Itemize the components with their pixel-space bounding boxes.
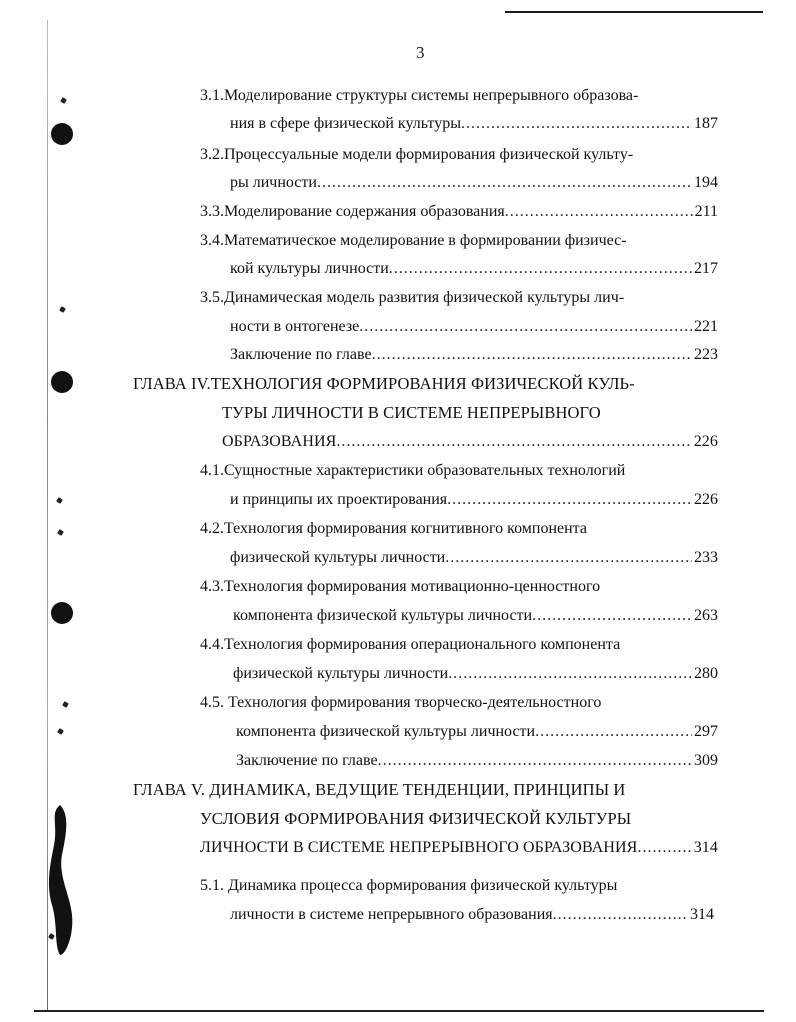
toc-page-number: 233	[694, 549, 718, 566]
toc-entry-title: Заключение по главе	[236, 752, 378, 769]
scan-speck	[56, 497, 63, 504]
toc-line: 3.1.Моделирование структуры системы непрерывного образова-	[200, 87, 639, 104]
toc-entry-title: физической культуры личности	[230, 549, 446, 566]
toc-page-number: 314	[693, 839, 718, 856]
toc-page-number: 223	[694, 346, 718, 363]
toc-entry	[230, 114, 718, 134]
ink-blot-icon	[40, 805, 80, 955]
toc-chapter-line: ТУРЫ ЛИЧНОСТИ В СИСТЕМЕ НЕПРЕРЫВНОГО	[222, 403, 601, 422]
toc-leader-dots	[532, 606, 692, 626]
toc-leader-dots	[461, 114, 692, 134]
toc-line: 4.4.Технология формирования операционального компонента	[200, 636, 621, 653]
toc-page-number: 217	[694, 260, 718, 277]
toc-entry-title: ности в онтогенезе	[230, 318, 360, 335]
toc-page-number: 314	[690, 906, 714, 923]
toc-entry	[233, 606, 718, 626]
punch-hole-icon	[51, 602, 73, 624]
toc-line: 4.2.Технология формирования когнитивного компонента	[200, 520, 587, 537]
toc-entry	[230, 173, 718, 193]
toc-page-number: 194	[694, 174, 718, 191]
toc-page-number: 280	[694, 665, 718, 682]
toc-entry-title: Заключение по главе	[230, 346, 372, 363]
toc-page-number: 226	[694, 491, 718, 508]
toc-page-number: 297	[694, 723, 718, 740]
toc-chapter-line: ГЛАВА V. ДИНАМИКА, ВЕДУЩИЕ ТЕНДЕНЦИИ, ПРИНЦИПЫ И	[133, 780, 626, 799]
scan-speck	[60, 97, 67, 104]
scan-speck	[59, 306, 66, 313]
scan-speck	[57, 728, 64, 735]
toc-leader-dots	[445, 548, 692, 568]
toc-page-number: 309	[694, 752, 718, 769]
toc-entry-title: физической культуры личности	[233, 665, 449, 682]
toc-line: 4.3.Технология формирования мотивационно-ценностного	[200, 578, 601, 595]
toc-leader-dots	[637, 838, 691, 858]
toc-page-number: 263	[694, 607, 718, 624]
toc-leader-dots	[535, 722, 692, 742]
toc-entry-title: и принципы их проектирования	[230, 491, 448, 508]
toc-entry	[233, 664, 718, 684]
toc-entry	[230, 317, 718, 337]
toc-entry-title: ния в сфере физической культуры	[230, 115, 461, 132]
toc-page-number: 221	[694, 318, 718, 335]
toc-entry-title: ОБРАЗОВАНИЯ	[222, 433, 337, 450]
toc-entry	[200, 202, 718, 222]
toc-page-number: 226	[693, 433, 718, 450]
toc-leader-dots	[336, 432, 691, 452]
page-number: 3	[416, 43, 425, 62]
scan-speck	[62, 701, 69, 708]
toc-chapter-entry	[222, 432, 718, 452]
toc-line: 4.5. Технология формирования творческо-деятельностного	[200, 694, 602, 711]
toc-line: 3.2.Процессуальные модели формирования физической культу-	[200, 146, 634, 163]
scan-top-rule	[505, 11, 763, 13]
toc-chapter-line: ГЛАВА IV.ТЕХНОЛОГИЯ ФОРМИРОВАНИЯ ФИЗИЧЕСКОЙ КУЛЬ-	[133, 374, 635, 393]
scan-speck	[57, 529, 64, 536]
toc-leader-dots	[372, 345, 692, 365]
toc-leader-dots	[553, 905, 688, 925]
toc-leader-dots	[447, 490, 692, 510]
toc-entry	[236, 722, 718, 742]
toc-leader-dots	[389, 259, 692, 279]
toc-entry	[230, 490, 718, 510]
toc-chapter-entry	[200, 838, 718, 858]
toc-line: 3.5.Динамическая модель развития физической культуры лич-	[200, 289, 625, 306]
toc-leader-dots	[359, 317, 692, 337]
toc-entry-title: ры личности	[230, 174, 317, 191]
toc-chapter-line: УСЛОВИЯ ФОРМИРОВАНИЯ ФИЗИЧЕСКОЙ КУЛЬТУРЫ	[200, 809, 632, 828]
toc-entry	[230, 259, 718, 279]
toc-entry-title: личности в системе непрерывного образования	[230, 906, 553, 923]
toc-entry	[230, 345, 718, 365]
punch-hole-icon	[51, 371, 73, 393]
punch-hole-icon	[51, 123, 73, 145]
toc-entry	[230, 905, 714, 925]
toc-leader-dots	[448, 664, 692, 684]
toc-page-number: 187	[694, 115, 718, 132]
toc-line: 4.1.Сущностные характеристики образовательных технологий	[200, 462, 626, 479]
toc-line: 5.1. Динамика процесса формирования физической культуры	[200, 877, 618, 894]
toc-leader-dots	[317, 173, 692, 193]
toc-entry-title: компонента физической культуры личности	[236, 723, 536, 740]
toc-line: 3.4.Математическое моделирование в формировании физичес-	[200, 232, 627, 249]
toc-entry-title: 3.3.Моделирование содержания образования	[200, 203, 505, 220]
toc-entry-title: компонента физической культуры личности	[233, 607, 533, 624]
toc-page-number: 211	[694, 203, 718, 220]
toc-entry-title: кой культуры личности	[230, 260, 389, 277]
scan-bottom-rule	[34, 1010, 764, 1012]
toc-entry	[236, 751, 718, 771]
toc-leader-dots	[505, 202, 693, 222]
toc-entry	[230, 548, 718, 568]
toc-leader-dots	[378, 751, 692, 771]
toc-entry-title: ЛИЧНОСТИ В СИСТЕМЕ НЕПРЕРЫВНОГО ОБРАЗОВАНИЯ	[200, 839, 638, 856]
